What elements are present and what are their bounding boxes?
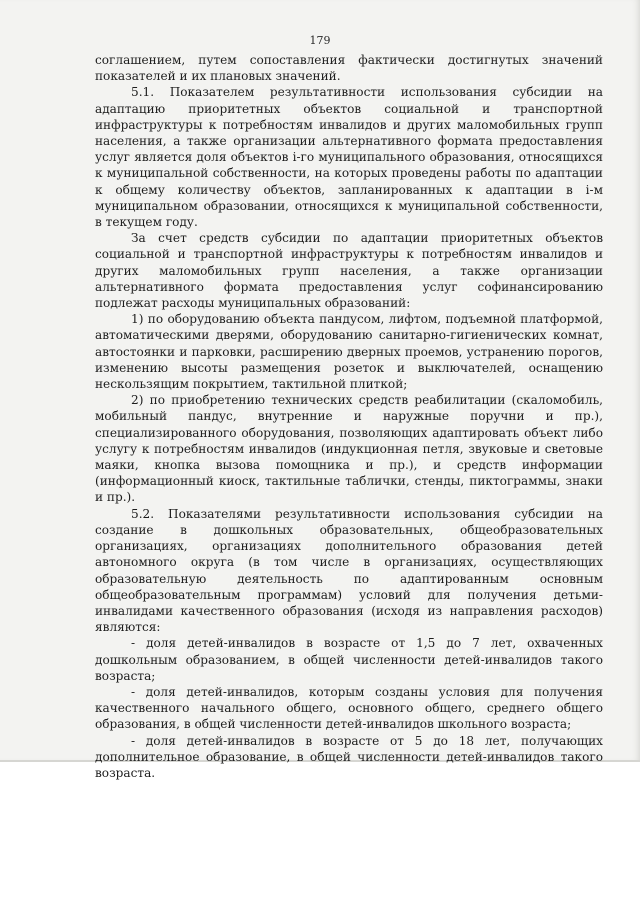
dash-item-preschool: - доля детей-инвалидов в возрасте от 1,5 до 7 лет, охваченных дошкольным образованием, в общей численности детей-инвалидов такого возраста; <box>95 636 603 683</box>
list-item-2: 2) по приобретению технических средств реабилитации (скаломобиль, мобильный пандус, внутренние и наружные поручни и пр.), специализированного оборудования, позволяющих адаптировать объект либо услугу к потребностям инвалидов (индукционная петля, звуковые и световые маяки, кнопка вызова помощника и пр.), и средств информации (информационный киоск, тактильные таблички, стенды, пиктограммы, знаки и пр.). <box>95 393 603 505</box>
document-body <box>95 52 603 781</box>
paragraph-continuation: соглашением, путем сопоставления фактически достигнутых значений показателей и их плановых значений. <box>95 53 603 84</box>
paragraph-5-2: 5.2. Показателями результативности использования субсидии на создание в дошкольных образовательных, общеобразовательных организациях, организациях дополнительного образования детей автономного округа (в том числе в организациях, осуществляющих образовательную деятельность по адаптированным основным общеобразовательным программам) условий для получения детьми-инвалидами качественного образования (исходя из направления расходов) являются: <box>95 506 603 635</box>
paragraph-subsidy-expenses: За счет средств субсидии по адаптации приоритетных объектов социальной и транспортной инфраструктуры к потребностям инвалидов и других маломобильных групп населения, а также организации альтернативного формата предоставления услуг софинансированию подлежат расходы муниципальных образований: <box>95 231 603 311</box>
page-number: 179 <box>309 34 331 47</box>
dash-item-additional: - доля детей-инвалидов в возрасте от 5 до 18 лет, получающих дополнительное образование, в общей численности детей-инвалидов такого возраста. <box>95 733 603 780</box>
paragraph-5-1: 5.1. Показателем результативности использования субсидии на адаптацию приоритетных объектов социальной и транспортной инфраструктуры к потребностям инвалидов и других маломобильных групп населения, а также организации альтернативного формата предоставления услуг является доля объектов i-го муниципального образования, относящихся к муниципальной собственности, на которых проведены работы по адаптации к общему количеству объектов, запланированных к адаптации в i-м муниципальном образовании, относящихся к муниципальной собственности, в текущем году. <box>95 85 603 230</box>
dash-item-school: - доля детей-инвалидов, которым созданы условия для получения качественного начального общего, основного общего, среднего общего образования, в общей численности детей-инвалидов школьного возраста; <box>95 684 603 732</box>
list-item-1: 1) по оборудованию объекта пандусом, лифтом, подъемной платформой, автоматическими дверями, оборудованию санитарно-гигиенических комнат, автостоянки и парковки, расширению дверных проемов, устранению порогов, изменению высоты размещения розеток и выключателей, оснащению нескользящим покрытием, тактильной плиткой; <box>95 312 603 392</box>
